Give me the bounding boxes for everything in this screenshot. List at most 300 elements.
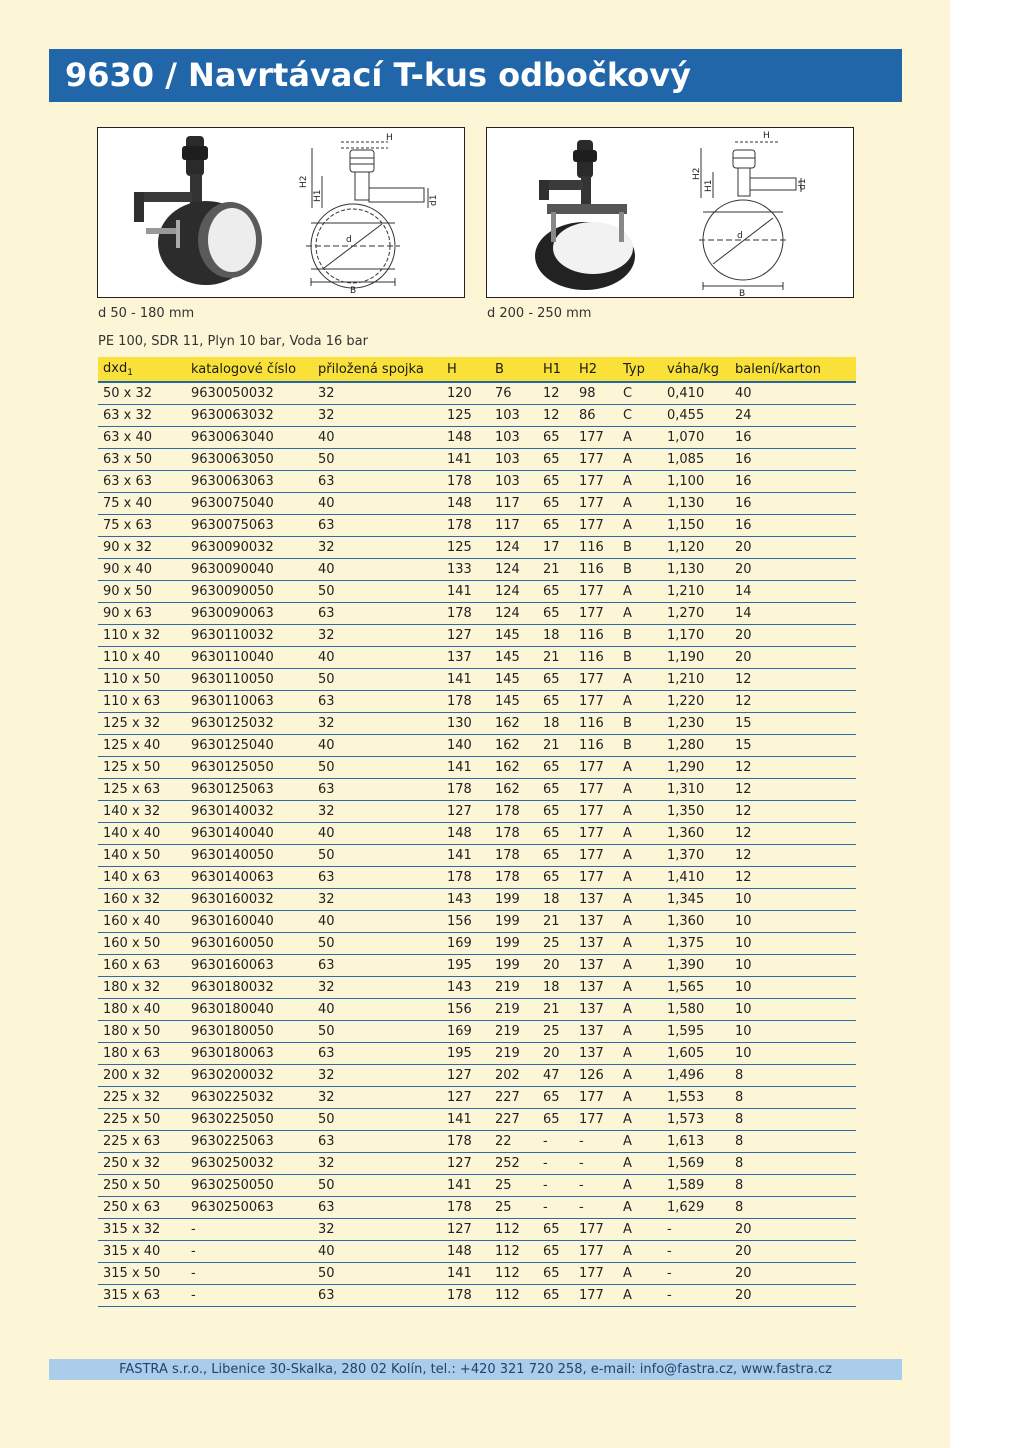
cell-type: A [618,1065,662,1087]
table-row [98,1087,856,1109]
dim-label-d1: d1 [429,194,439,206]
cell-catalog-number: 9630160032 [186,889,313,911]
cell-h2: 177 [574,669,618,691]
cell-weight: 1,230 [662,713,730,735]
cell-type: A [618,1175,662,1197]
cell-h1: 65 [538,427,574,449]
cell-b: 202 [490,1065,538,1087]
cell-dxd: 110 x 32 [98,625,186,647]
cell-catalog-number: 9630110032 [186,625,313,647]
table-row [98,537,856,559]
cell-type: A [618,955,662,977]
cell-dxd: 140 x 32 [98,801,186,823]
col-header-dxd: dxd$_1$ [98,357,186,382]
cell-b: 117 [490,515,538,537]
cell-catalog-number: 9630090032 [186,537,313,559]
cell-type: A [618,1109,662,1131]
cell-catalog-number: 9630063050 [186,449,313,471]
cell-dxd: 90 x 50 [98,581,186,603]
cell-h2: - [574,1131,618,1153]
cell-coupling: 32 [313,889,442,911]
cell-h2: 177 [574,1285,618,1307]
cell-type: A [618,867,662,889]
dim-label-h2: H2 [692,167,702,180]
cell-b: 199 [490,911,538,933]
cell-h2: 177 [574,427,618,449]
table-row [98,1043,856,1065]
cell-h: 130 [442,713,490,735]
cell-type: A [618,757,662,779]
dim-label-d: d [346,235,352,245]
cell-h2: 177 [574,603,618,625]
cell-packaging: 8 [730,1175,856,1197]
table-row [98,955,856,977]
cell-catalog-number: 9630110063 [186,691,313,713]
cell-h: 178 [442,1197,490,1219]
table-row [98,823,856,845]
cell-h: 148 [442,493,490,515]
cell-h1: - [538,1131,574,1153]
cell-h1: 21 [538,999,574,1021]
cell-weight: 1,120 [662,537,730,559]
cell-dxd: 250 x 32 [98,1153,186,1175]
cell-h2: 177 [574,471,618,493]
cell-dxd: 125 x 32 [98,713,186,735]
cell-packaging: 20 [730,1219,856,1241]
cell-h2: 126 [574,1065,618,1087]
cell-h1: 21 [538,911,574,933]
cell-dxd: 140 x 63 [98,867,186,889]
cell-catalog-number: 9630140063 [186,867,313,889]
cell-weight: 1,580 [662,999,730,1021]
cell-h2: 177 [574,845,618,867]
cell-h: 127 [442,1219,490,1241]
cell-b: 124 [490,603,538,625]
cell-weight: 1,210 [662,581,730,603]
table-row [98,691,856,713]
cell-dxd: 225 x 50 [98,1109,186,1131]
cell-catalog-number: 9630075063 [186,515,313,537]
cell-h2: 177 [574,1109,618,1131]
cell-coupling: 32 [313,1065,442,1087]
cell-weight: - [662,1285,730,1307]
cell-catalog-number: 9630090040 [186,559,313,581]
cell-dxd: 110 x 50 [98,669,186,691]
dim-label-d: d [737,231,743,241]
cell-h: 141 [442,449,490,471]
cell-weight: 0,410 [662,382,730,405]
cell-packaging: 10 [730,933,856,955]
cell-coupling: 50 [313,757,442,779]
cell-h: 141 [442,581,490,603]
cell-dxd: 90 x 40 [98,559,186,581]
cell-packaging: 16 [730,427,856,449]
cell-h: 127 [442,801,490,823]
col-header-weight: váha/kg [662,357,730,382]
table-row [98,911,856,933]
cell-h1: 65 [538,603,574,625]
cell-h1: 65 [538,867,574,889]
cell-h2: 137 [574,999,618,1021]
cell-catalog-number: 9630250050 [186,1175,313,1197]
cell-packaging: 20 [730,625,856,647]
cell-h: 143 [442,977,490,999]
cell-h: 127 [442,625,490,647]
cell-weight: 1,345 [662,889,730,911]
cell-coupling: 63 [313,779,442,801]
cell-dxd: 110 x 40 [98,647,186,669]
cell-type: A [618,1285,662,1307]
col-header-b: B [490,357,538,382]
col-header-h2: H2 [574,357,618,382]
cell-dxd: 180 x 63 [98,1043,186,1065]
cell-h2: 116 [574,735,618,757]
product-figure-small [97,127,465,298]
cell-coupling: 32 [313,1153,442,1175]
dim-label-d1: d1 [798,178,808,190]
cell-type: A [618,1197,662,1219]
cell-h1: 65 [538,493,574,515]
cell-packaging: 8 [730,1109,856,1131]
cell-type: A [618,515,662,537]
cell-h2: 177 [574,1087,618,1109]
cell-coupling: 63 [313,1285,442,1307]
cell-h1: 20 [538,955,574,977]
cell-coupling: 50 [313,449,442,471]
cell-b: 145 [490,625,538,647]
table-row [98,845,856,867]
cell-h1: 18 [538,625,574,647]
product-photo-small [134,136,262,285]
cell-h: 178 [442,691,490,713]
cell-packaging: 8 [730,1197,856,1219]
cell-type: C [618,382,662,405]
cell-weight: 1,130 [662,493,730,515]
cell-catalog-number: 9630063063 [186,471,313,493]
cell-b: 252 [490,1153,538,1175]
cell-packaging: 14 [730,603,856,625]
cell-type: A [618,889,662,911]
cell-coupling: 50 [313,1021,442,1043]
cell-coupling: 40 [313,559,442,581]
table-row [98,1197,856,1219]
cell-h2: 177 [574,1263,618,1285]
cell-type: A [618,1219,662,1241]
cell-dxd: 75 x 40 [98,493,186,515]
cell-packaging: 10 [730,889,856,911]
cell-coupling: 63 [313,955,442,977]
cell-coupling: 32 [313,382,442,405]
cell-b: 162 [490,779,538,801]
cell-b: 124 [490,537,538,559]
cell-weight: 1,085 [662,449,730,471]
table-row [98,515,856,537]
cell-h2: 137 [574,1043,618,1065]
cell-dxd: 75 x 63 [98,515,186,537]
cell-h1: 21 [538,735,574,757]
cell-dxd: 250 x 63 [98,1197,186,1219]
cell-b: 219 [490,999,538,1021]
cell-coupling: 50 [313,1175,442,1197]
cell-type: B [618,713,662,735]
cell-h2: 177 [574,691,618,713]
cell-weight: 1,573 [662,1109,730,1131]
cell-coupling: 63 [313,471,442,493]
col-header-coupling: přiložená spojka [313,357,442,382]
cell-b: 112 [490,1285,538,1307]
cell-dxd: 315 x 32 [98,1219,186,1241]
table-row [98,1241,856,1263]
table-row [98,471,856,493]
cell-type: A [618,801,662,823]
cell-catalog-number: 9630125063 [186,779,313,801]
cell-h: 141 [442,845,490,867]
cell-packaging: 12 [730,691,856,713]
cell-coupling: 63 [313,1131,442,1153]
cell-weight: - [662,1219,730,1241]
cell-weight: 1,350 [662,801,730,823]
cell-coupling: 32 [313,625,442,647]
table-row [98,647,856,669]
cell-coupling: 32 [313,537,442,559]
cell-catalog-number: 9630225063 [186,1131,313,1153]
cell-h2: 177 [574,515,618,537]
table-body [98,382,856,1307]
cell-dxd: 125 x 50 [98,757,186,779]
cell-catalog-number: - [186,1219,313,1241]
cell-coupling: 50 [313,669,442,691]
cell-coupling: 50 [313,845,442,867]
cell-h2: 137 [574,889,618,911]
cell-type: B [618,625,662,647]
cell-b: 25 [490,1175,538,1197]
cell-h2: 137 [574,933,618,955]
cell-h1: 65 [538,845,574,867]
col-header-h1: H1 [538,357,574,382]
cell-h: 141 [442,1109,490,1131]
table-row [98,427,856,449]
cell-dxd: 125 x 40 [98,735,186,757]
cell-packaging: 8 [730,1065,856,1087]
cell-h: 169 [442,1021,490,1043]
cell-h2: 116 [574,537,618,559]
cell-coupling: 32 [313,713,442,735]
cell-type: A [618,1131,662,1153]
cell-h: 137 [442,647,490,669]
cell-weight: 1,565 [662,977,730,999]
table-row [98,735,856,757]
cell-type: A [618,933,662,955]
cell-coupling: 63 [313,867,442,889]
table-row [98,603,856,625]
cell-h: 141 [442,757,490,779]
cell-dxd: 180 x 40 [98,999,186,1021]
cell-h: 140 [442,735,490,757]
cell-type: A [618,691,662,713]
cell-dxd: 315 x 63 [98,1285,186,1307]
cell-packaging: 16 [730,493,856,515]
cell-b: 112 [490,1241,538,1263]
cell-h1: 65 [538,1285,574,1307]
cell-dxd: 180 x 50 [98,1021,186,1043]
cell-type: A [618,581,662,603]
cell-catalog-number: 9630225032 [186,1087,313,1109]
cell-h2: 116 [574,559,618,581]
cell-weight: 1,190 [662,647,730,669]
table-row [98,1263,856,1285]
cell-b: 76 [490,382,538,405]
cell-type: A [618,845,662,867]
page-title: 9630 / Navrtávací T-kus odbočkový [49,49,902,102]
cell-h1: 65 [538,1241,574,1263]
cell-h: 178 [442,867,490,889]
cell-catalog-number: - [186,1263,313,1285]
table-row [98,559,856,581]
cell-b: 199 [490,955,538,977]
cell-h2: 137 [574,1021,618,1043]
table-row [98,977,856,999]
cell-h1: 20 [538,1043,574,1065]
cell-b: 162 [490,757,538,779]
cell-packaging: 10 [730,977,856,999]
cell-packaging: 10 [730,955,856,977]
cell-catalog-number: 9630180032 [186,977,313,999]
cell-catalog-number: 9630140040 [186,823,313,845]
cell-h2: 177 [574,823,618,845]
cell-h: 127 [442,1153,490,1175]
table-row [98,933,856,955]
cell-catalog-number: - [186,1285,313,1307]
cell-coupling: 63 [313,1197,442,1219]
cell-type: A [618,779,662,801]
table-row [98,625,856,647]
product-figure-large [486,127,854,298]
col-header-h: H [442,357,490,382]
cell-h1: 25 [538,1021,574,1043]
col-header-catalog-number: katalogové číslo [186,357,313,382]
table-row [98,757,856,779]
cell-h2: 177 [574,493,618,515]
material-spec: PE 100, SDR 11, Plyn 10 bar, Voda 16 bar [98,334,368,349]
cell-h1: - [538,1175,574,1197]
cell-weight: 1,070 [662,427,730,449]
cell-weight: 1,270 [662,603,730,625]
cell-h: 148 [442,1241,490,1263]
cell-weight: - [662,1263,730,1285]
cell-catalog-number: 9630180040 [186,999,313,1021]
cell-weight: 0,455 [662,405,730,427]
cell-b: 124 [490,559,538,581]
cell-h2: 137 [574,977,618,999]
cell-weight: 1,220 [662,691,730,713]
cell-h: 178 [442,779,490,801]
cell-b: 178 [490,801,538,823]
cell-h: 178 [442,603,490,625]
cell-h1: 25 [538,933,574,955]
cell-h: 143 [442,889,490,911]
cell-h: 178 [442,471,490,493]
cell-packaging: 20 [730,537,856,559]
cell-dxd: 200 x 32 [98,1065,186,1087]
cell-h1: 65 [538,779,574,801]
cell-h: 195 [442,1043,490,1065]
cell-dxd: 225 x 32 [98,1087,186,1109]
cell-h2: 116 [574,625,618,647]
cell-packaging: 12 [730,779,856,801]
cell-h2: 177 [574,867,618,889]
table-row [98,1219,856,1241]
cell-h: 178 [442,515,490,537]
cell-h2: 137 [574,911,618,933]
cell-packaging: 40 [730,382,856,405]
table-row [98,999,856,1021]
cell-h1: 18 [538,713,574,735]
cell-catalog-number: 9630125032 [186,713,313,735]
cell-h1: 65 [538,823,574,845]
cell-b: 178 [490,867,538,889]
cell-catalog-number: 9630110050 [186,669,313,691]
cell-weight: 1,589 [662,1175,730,1197]
cell-dxd: 63 x 50 [98,449,186,471]
cell-h: 148 [442,427,490,449]
cell-type: A [618,977,662,999]
product-photo-large [535,140,635,290]
cell-b: 25 [490,1197,538,1219]
cell-b: 162 [490,735,538,757]
cell-dxd: 63 x 32 [98,405,186,427]
cell-h1: 65 [538,757,574,779]
cell-packaging: 8 [730,1131,856,1153]
cell-coupling: 50 [313,933,442,955]
cell-coupling: 32 [313,801,442,823]
cell-weight: 1,310 [662,779,730,801]
company-footer: FASTRA s.r.o., Libenice 30-Skalka, 280 02 Kolín, tel.: +420 321 720 258, e-mail: info@fastra.cz, www.fastra.cz [49,1359,902,1380]
cell-packaging: 16 [730,515,856,537]
cell-h: 133 [442,559,490,581]
cell-weight: - [662,1241,730,1263]
cell-coupling: 63 [313,691,442,713]
technical-drawing-small [306,142,428,288]
cell-packaging: 16 [730,471,856,493]
cell-dxd: 315 x 40 [98,1241,186,1263]
cell-catalog-number: 9630125050 [186,757,313,779]
table-row [98,449,856,471]
cell-weight: 1,280 [662,735,730,757]
cell-packaging: 12 [730,845,856,867]
cell-catalog-number: 9630075040 [186,493,313,515]
cell-coupling: 40 [313,999,442,1021]
cell-coupling: 50 [313,581,442,603]
cell-catalog-number: 9630160063 [186,955,313,977]
cell-catalog-number: 9630250032 [186,1153,313,1175]
cell-h1: 65 [538,691,574,713]
cell-packaging: 24 [730,405,856,427]
cell-coupling: 32 [313,1219,442,1241]
cell-dxd: 160 x 63 [98,955,186,977]
cell-type: B [618,735,662,757]
cell-type: A [618,493,662,515]
cell-type: A [618,603,662,625]
cell-h: 195 [442,955,490,977]
cell-h: 125 [442,405,490,427]
cell-h2: 177 [574,757,618,779]
dim-label-h1: H1 [313,189,323,202]
cell-packaging: 10 [730,999,856,1021]
cell-packaging: 15 [730,713,856,735]
cell-coupling: 63 [313,1043,442,1065]
table-row [98,1285,856,1307]
cell-h1: 65 [538,1263,574,1285]
